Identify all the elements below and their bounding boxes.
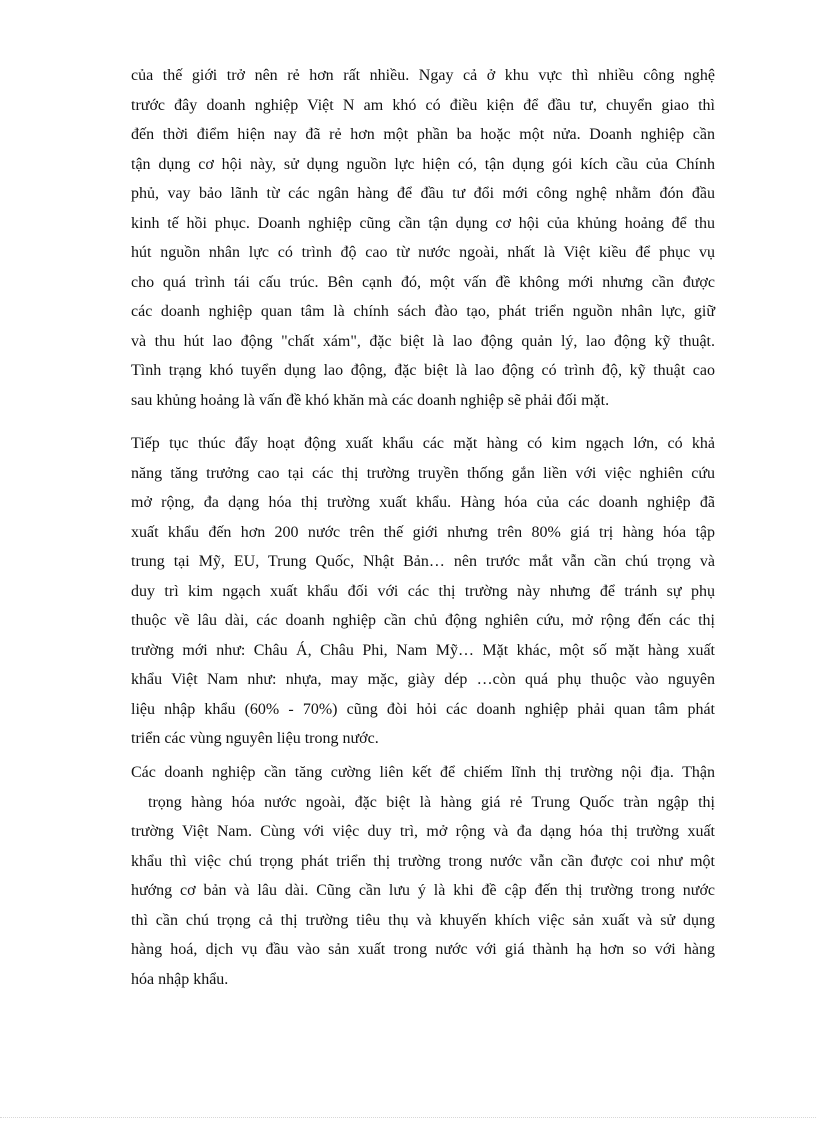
- paragraph-line: Các doanh nghiệp cần tăng cường liên kết để chiếm lĩnh thị trường nội địa. Thận: [131, 764, 715, 781]
- paragraph-line: trọng hàng hóa nước ngoài, đặc biệt là hàng giá rẻ Trung Quốc tràn ngập thị: [148, 793, 715, 811]
- paragraph-line: hàng hoá, dịch vụ đầu vào sản xuất trong nước với giá thành hạ hơn so với hàng: [131, 941, 715, 958]
- paragraph-line: mở rộng, đa dạng hóa thị trường xuất khẩu. Hàng hóa của các doanh nghiệp đã: [131, 494, 715, 511]
- paragraph-line: đến thời điểm hiện nay đã rẻ hơn một phần ba hoặc một nửa. Doanh nghiệp cần: [131, 126, 715, 143]
- paragraph-line: phủ, vay bảo lãnh từ các ngân hàng để đầu tư đổi mới công nghệ nhằm đón đầu: [131, 185, 715, 202]
- paragraph-line: liệu nhập khẩu (60% - 70%) cũng đòi hỏi các doanh nghiệp phải quan tâm phát: [131, 700, 715, 718]
- paragraph-line: các doanh nghiệp quan tâm là chính sách đào tạo, phát triển nguồn nhân lực, giữ: [131, 303, 715, 320]
- page-bottom-divider: [0, 1117, 816, 1118]
- paragraph-line: sau khủng hoảng là vấn đề khó khăn mà các doanh nghiệp sẽ phải đối mặt.: [131, 391, 610, 409]
- paragraph-line: Tiếp tục thúc đẩy hoạt động xuất khẩu các mặt hàng có kim ngạch lớn, có khả: [131, 435, 715, 452]
- paragraph-line: duy trì kim ngạch xuất khẩu đối với các thị trường này nhưng để tránh sự phụ: [131, 582, 715, 600]
- paragraph-line: tận dụng cơ hội này, sử dụng nguồn lực hiện có, tận dụng gói kích cầu của Chính: [131, 155, 715, 173]
- paragraph-technology-investment: [131, 61, 715, 415]
- paragraph-line: và thu hút lao động "chất xám", đặc biệt là lao động quản lý, lao động kỹ thuật.: [131, 332, 715, 350]
- paragraph-line: thì cần chú trọng cả thị trường tiêu thụ và khuyến khích việc sản xuất và sử dụng: [131, 911, 715, 929]
- paragraph-line: kinh tế hồi phục. Doanh nghiệp cũng cần tận dụng cơ hội của khủng hoảng để thu: [131, 214, 715, 232]
- paragraph-line: xuất khẩu đến hơn 200 nước trên thế giới nhưng trên 80% giá trị hàng hóa tập: [131, 523, 715, 541]
- paragraph-line: khẩu Việt Nam như: nhựa, may mặc, giày dép …còn quá phụ thuộc vào nguyên: [131, 671, 715, 688]
- paragraph-line: hướng cơ bản và lâu dài. Cũng cần lưu ý là khi đề cập đến thị trường trong nước: [131, 882, 715, 899]
- paragraph-line: của thế giới trở nên rẻ hơn rất nhiều. Ngay cả ở khu vực thì nhiều công nghệ: [131, 67, 715, 84]
- paragraph-line: triển các vùng nguyên liệu trong nước.: [131, 730, 379, 747]
- paragraph-line: khẩu thì việc chú trọng phát triển thị trường trong nước vẫn cần được coi như một: [131, 852, 715, 870]
- paragraph-line: Tình trạng khó tuyển dụng lao động, đặc biệt là lao động có trình độ, kỹ thuật cao: [131, 362, 715, 379]
- paragraph-export-promotion: [131, 429, 715, 754]
- paragraph-line: cho quá trình tái cấu trúc. Bên cạnh đó, một vấn đề không mới nhưng cần được: [131, 273, 715, 291]
- paragraph-domestic-market: [131, 758, 715, 994]
- paragraph-line: trung tại Mỹ, EU, Trung Quốc, Nhật Bản… nên trước mắt vẫn cần chú trọng và: [131, 553, 715, 570]
- paragraph-line: trước đây doanh nghiệp Việt N am khó có điều kiện để đầu tư, chuyển giao thì: [131, 96, 715, 114]
- paragraph-line: hút nguồn nhân lực có trình độ cao từ nước ngoài, nhất là Việt kiều để phục vụ: [131, 244, 715, 261]
- paragraph-line: hóa nhập khẩu.: [131, 970, 229, 988]
- paragraph-line: thuộc về lâu dài, các doanh nghiệp cần chủ động nghiên cứu, mở rộng đến các thị: [131, 612, 715, 629]
- paragraph-line: trường mới như: Châu Á, Châu Phi, Nam Mỹ… Mặt khác, một số mặt hàng xuất: [131, 641, 715, 659]
- paragraph-line: năng tăng trưởng cao tại các thị trường truyền thống gắn liền với việc nghiên cứu: [131, 464, 715, 482]
- paragraph-line: trường Việt Nam. Cùng với việc duy trì, mở rộng và đa dạng hóa thị trường xuất: [131, 823, 715, 840]
